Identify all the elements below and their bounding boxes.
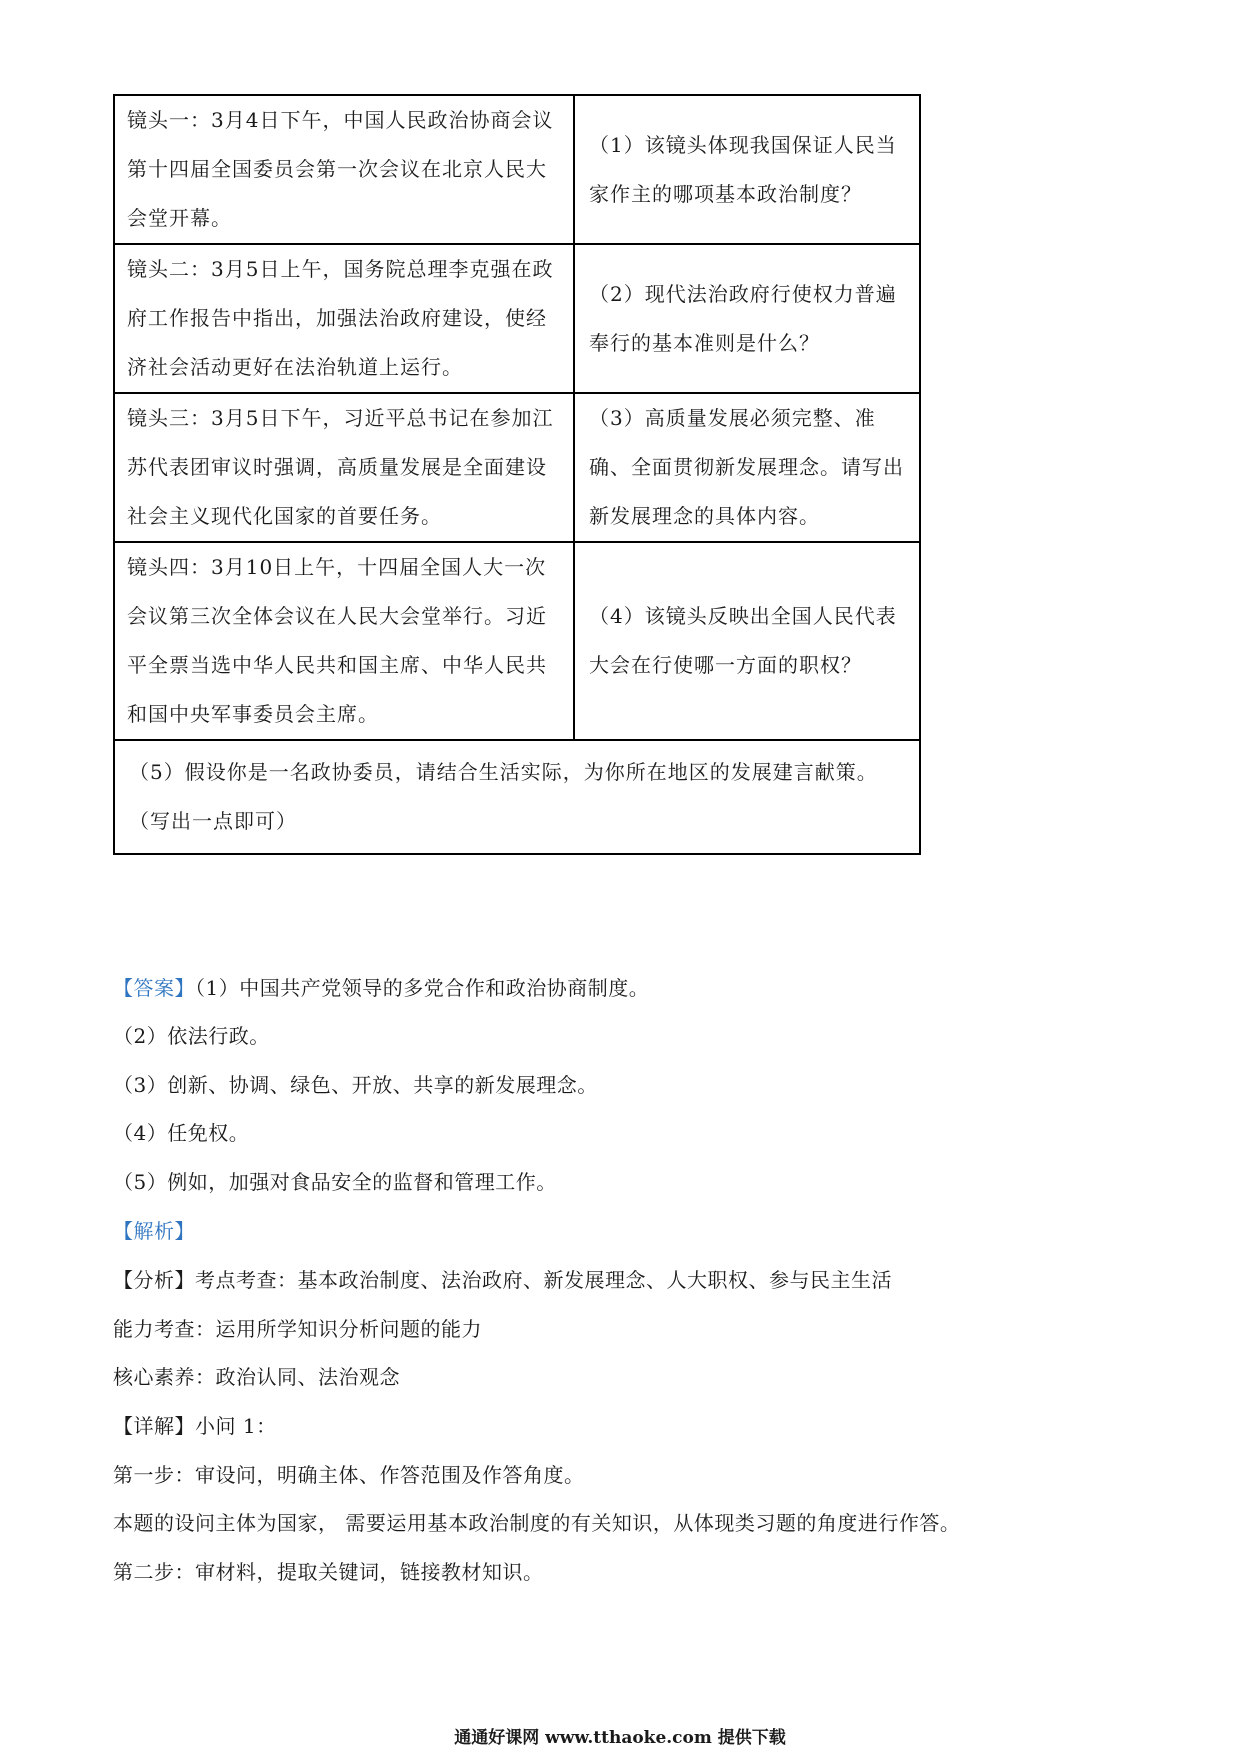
table-row bbox=[114, 740, 920, 854]
answer-item-1: （1）中国共产党领导的多党合作和政治协商制度。 bbox=[195, 976, 650, 1000]
analysis-line-4: 【详解】小问 1： bbox=[113, 1414, 277, 1438]
analysis-line-2: 能力考查：运用所学知识分析问题的能力 bbox=[113, 1317, 482, 1341]
table-row bbox=[114, 95, 920, 244]
answer-line-1 bbox=[113, 973, 649, 1003]
page-footer: 通通好课网 www.tthaoke.com 提供下载 bbox=[454, 1728, 786, 1748]
table-row bbox=[114, 244, 920, 393]
table-row bbox=[114, 542, 920, 740]
question-1-cell: （1）该镜头体现我国保证人民当家作主的哪项基本政治制度？ bbox=[574, 95, 920, 244]
question-5-cell: （5）假设你是一名政协委员，请结合生活实际，为你所在地区的发展建言献策。（写出一点即可） bbox=[114, 740, 920, 854]
analysis-tag: 【解析】 bbox=[113, 1219, 195, 1243]
analysis-line-3: 核心素养：政治认同、法治观念 bbox=[113, 1365, 400, 1389]
scene-2-cell: 镜头二：3月5日上午，国务院总理李克强在政府工作报告中指出，加强法治政府建设，使经济社会活动更好在法治轨道上运行。 bbox=[114, 244, 574, 393]
scene-1-cell: 镜头一：3月4日下午，中国人民政治协商会议第十四届全国委员会第一次会议在北京人民大会堂开幕。 bbox=[114, 95, 574, 244]
analysis-line-6: 本题的设问主体为国家， 需要运用基本政治制度的有关知识，从体现类习题的角度进行作答。 bbox=[113, 1511, 961, 1535]
scene-3-cell: 镜头三：3月5日下午，习近平总书记在参加江苏代表团审议时强调，高质量发展是全面建设社会主义现代化国家的首要任务。 bbox=[114, 393, 574, 542]
scene-4-cell: 镜头四：3月10日上午，十四届全国人大一次会议第三次全体会议在人民大会堂举行。习近平全票当选中华人民共和国主席、中华人民共和国中央军事委员会主席。 bbox=[114, 542, 574, 740]
answer-item-3: （3）创新、协调、绿色、开放、共享的新发展理念。 bbox=[113, 1073, 598, 1097]
analysis-line-5: 第一步：审设问，明确主体、作答范围及作答角度。 bbox=[113, 1463, 585, 1487]
question-3-cell: （3）高质量发展必须完整、准确、全面贯彻新发展理念。请写出新发展理念的具体内容。 bbox=[574, 393, 920, 542]
table-row bbox=[114, 393, 920, 542]
answer-item-4: （4）任免权。 bbox=[113, 1121, 250, 1145]
question-4-cell: （4）该镜头反映出全国人民代表大会在行使哪一方面的职权？ bbox=[574, 542, 920, 740]
question-table bbox=[113, 94, 921, 855]
answer-tag: 【答案】 bbox=[113, 976, 195, 1000]
question-2-cell: （2）现代法治政府行使权力普遍奉行的基本准则是什么？ bbox=[574, 244, 920, 393]
analysis-line-7: 第二步：审材料，提取关键词，链接教材知识。 bbox=[113, 1560, 544, 1584]
answer-item-2: （2）依法行政。 bbox=[113, 1024, 270, 1048]
answer-item-5: （5）例如，加强对食品安全的监督和管理工作。 bbox=[113, 1170, 557, 1194]
analysis-line-1: 【分析】考点考查：基本政治制度、法治政府、新发展理念、人大职权、参与民主生活 bbox=[113, 1268, 892, 1292]
